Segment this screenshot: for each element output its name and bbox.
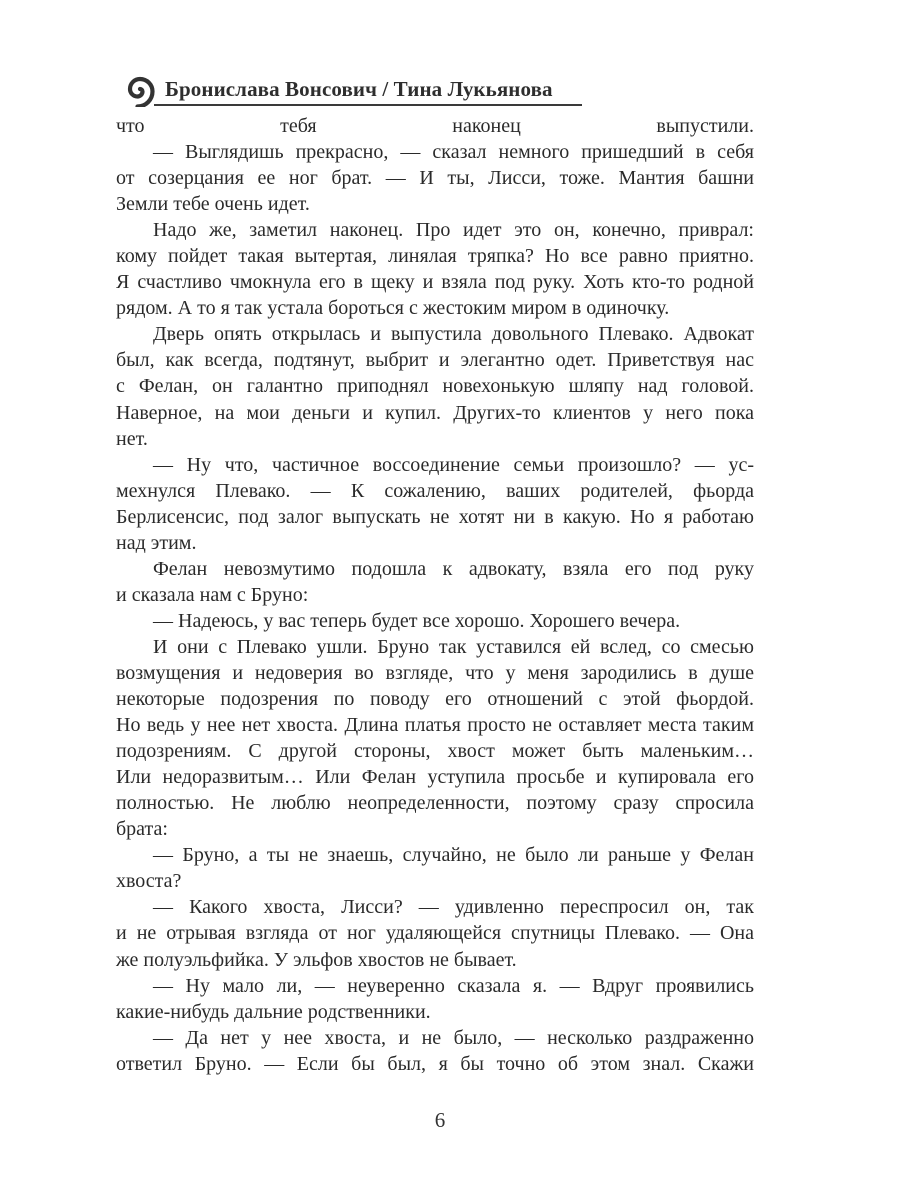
- text-line: и сказала нам с Бруно:: [116, 583, 309, 606]
- text-line: с Фелан, он галантно приподнял новехонькую шляпу над головой.: [116, 375, 754, 398]
- running-header: [122, 68, 582, 112]
- header-rule: [154, 104, 582, 106]
- text-line: — Какого хвоста, Лисси? — удивленно переспросил он, так: [153, 896, 754, 919]
- text-line: мехнулся Плевако. — К сожалению, ваших родителей, фьорда: [116, 479, 754, 502]
- text-line: нет.: [116, 427, 148, 450]
- text-line: над этим.: [116, 531, 197, 554]
- text-line: — Надеюсь, у вас теперь будет все хорошо. Хорошего вечера.: [153, 609, 681, 632]
- text-line: Надо же, заметил наконец. Про идет это он, конечно, приврал:: [153, 219, 754, 242]
- text-line: кому пойдет такая вытертая, линялая тряпка? Но все равно приятно.: [116, 245, 754, 268]
- text-line: рядом. А то я так устала бороться с жестоким миром в одиночку.: [116, 297, 670, 320]
- text-line: Но ведь у нее нет хвоста. Длина платья просто не оставляет места таким: [116, 714, 754, 737]
- text-line: Я счастливо чмокнула его в щеку и взяла под руку. Хоть кто-то родной: [116, 271, 754, 294]
- body-text: [116, 113, 754, 1077]
- text-line: — Выглядишь прекрасно, — сказал немного пришедший в себя: [153, 141, 754, 164]
- text-line: Берлисенсис, под залог выпускать не хотят ни в какую. Но я работаю: [116, 505, 754, 528]
- spiral-icon: [122, 71, 158, 107]
- text-line: Наверное, на мои деньги и купил. Других-то клиентов у него пока: [116, 401, 754, 424]
- text-line: Фелан невозмутимо подошла к адвокату, взяла его под руку: [153, 557, 754, 580]
- text-line: что тебя наконец выпустили.: [116, 115, 754, 137]
- text-line: Дверь опять открылась и выпустила довольного Плевако. Адвокат: [153, 323, 754, 346]
- text-line: ответил Бруно. — Если бы был, я бы точно об этом знал. Скажи: [116, 1052, 754, 1075]
- text-line: — Бруно, а ты не знаешь, случайно, не было ли раньше у Фелан: [153, 844, 754, 867]
- page-number: 6: [434, 1108, 446, 1132]
- text-line: от созерцания ее ног брат. — И ты, Лисси, тоже. Мантия башни: [116, 167, 754, 190]
- text-line: же полуэльфийка. У эльфов хвостов не бывает.: [116, 948, 517, 971]
- text-line: и не отрывая взгляда от ног удаляющейся спутницы Плевако. — Она: [116, 922, 754, 945]
- text-line: подозрениям. С другой стороны, хвост может быть маленьким…: [116, 740, 754, 763]
- text-line: — Да нет у нее хвоста, и не было, — несколько раздраженно: [153, 1026, 754, 1049]
- text-line: И они с Плевако ушли. Бруно так уставился ей вслед, со смесью: [153, 635, 754, 658]
- text-line: хвоста?: [116, 870, 182, 893]
- text-line: Земли тебе очень идет.: [116, 193, 310, 216]
- text-line: какие-нибудь дальние родственники.: [116, 1000, 431, 1023]
- text-line: некоторые подозрения по поводу его отношений с этой фьордой.: [116, 688, 754, 711]
- text-line: Или недоразвитым… Или Фелан уступила просьбе и купировала его: [116, 766, 754, 789]
- header-title: Бронислава Вонсович / Тина Лукьянова: [165, 77, 553, 101]
- text-line: брата:: [116, 818, 168, 841]
- text-line: полностью. Не люблю неопределенности, поэтому сразу спросила: [116, 792, 754, 815]
- text-line: — Ну что, частичное воссоединение семьи произошло? — ус-: [153, 453, 754, 476]
- text-line: возмущения и недоверия во взгляде, что у меня зародились в душе: [116, 661, 754, 684]
- text-line: был, как всегда, подтянут, выбрит и элегантно одет. Приветствуя нас: [116, 349, 754, 372]
- text-line: — Ну мало ли, — неуверенно сказала я. — Вдруг проявились: [153, 974, 754, 997]
